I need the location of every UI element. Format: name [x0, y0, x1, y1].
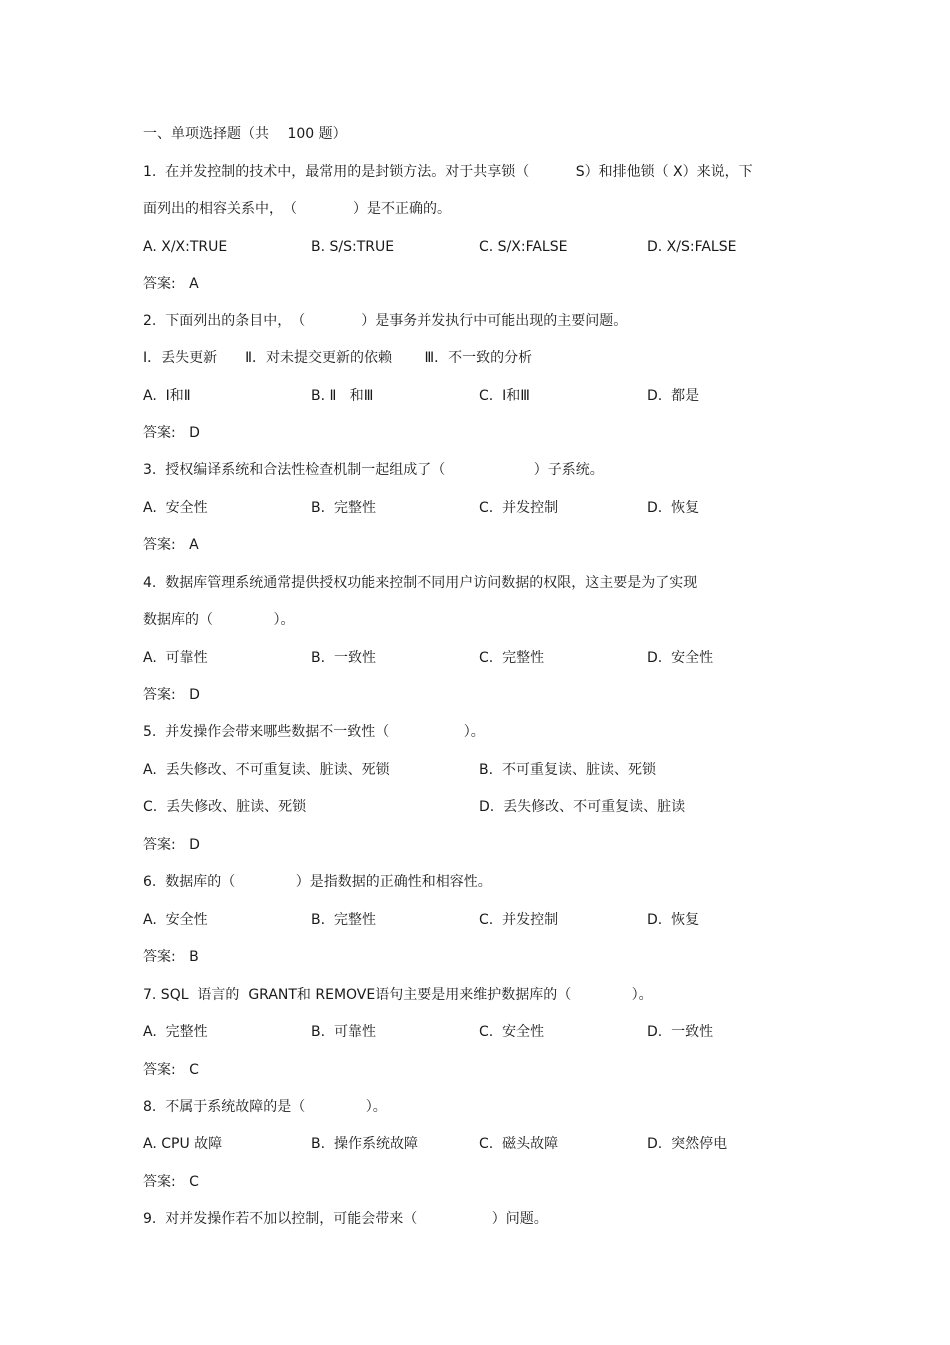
- question-8-option-b: B. 操作系统故障: [311, 1136, 418, 1152]
- question-7-option-d: D. 一致性: [647, 1024, 714, 1040]
- question-5-option-c: C. 丢失修改、脏读、死锁: [143, 799, 307, 815]
- question-5-option-d: D. 丢失修改、不可重复读、脏读: [479, 799, 686, 815]
- question-7-option-a: A. 完整性: [143, 1024, 208, 1040]
- question-6-text: 6. 数据库的（ ）是指数据的正确性和相容性。: [143, 874, 492, 890]
- question-4-option-a: A. 可靠性: [143, 650, 208, 666]
- question-5-option-a: A. 丢失修改、不可重复读、脏读、死锁: [143, 762, 390, 778]
- question-3-answer: 答案: A: [143, 537, 199, 553]
- question-6-option-b: B. 完整性: [311, 912, 376, 928]
- question-6-option-c: C. 并发控制: [479, 912, 559, 928]
- question-4-option-c: C. 完整性: [479, 650, 545, 666]
- question-7-answer: 答案: C: [143, 1062, 199, 1078]
- question-1-option-a: A. X/X:TRUE: [143, 239, 228, 255]
- question-1-text-cont: 面列出的相容关系中， （ ）是不正确的。: [143, 201, 451, 217]
- question-9-text: 9. 对并发操作若不加以控制，可能会带来（ ）问题。: [143, 1211, 548, 1227]
- question-2-items: Ⅰ．丢失更新 Ⅱ．对未提交更新的依赖 Ⅲ．不一致的分析: [143, 350, 533, 366]
- question-5-text: 5. 并发操作会带来哪些数据不一致性（ ）。: [143, 724, 485, 740]
- question-1-option-d: D. X/S:FALSE: [647, 239, 737, 255]
- question-4-text: 4. 数据库管理系统通常提供授权功能来控制不同用户访问数据的权限，这主要是为了实现: [143, 575, 698, 591]
- question-7-text: 7. SQL 语言的 GRANT和 REMOVE语句主要是用来维护数据库的（ ）。: [143, 987, 653, 1003]
- question-5-option-b: B. 不可重复读、脏读、死锁: [479, 762, 656, 778]
- question-3-option-b: B. 完整性: [311, 500, 376, 516]
- question-7-option-c: C. 安全性: [479, 1024, 545, 1040]
- question-6-answer: 答案: B: [143, 949, 199, 965]
- section-title: 一、单项选择题（共 100 题）: [143, 126, 347, 142]
- question-2-option-b: B. Ⅱ 和Ⅲ: [311, 388, 374, 404]
- question-2-option-a: A. Ⅰ和Ⅱ: [143, 388, 191, 404]
- question-5-answer: 答案: D: [143, 837, 200, 853]
- question-4-text-cont: 数据库的（ ）。: [143, 612, 295, 628]
- question-6-option-d: D. 恢复: [647, 912, 700, 928]
- question-8-option-d: D. 突然停电: [647, 1136, 728, 1152]
- question-7-option-b: B. 可靠性: [311, 1024, 376, 1040]
- question-4-option-d: D. 安全性: [647, 650, 714, 666]
- question-4-answer: 答案: D: [143, 687, 200, 703]
- question-8-answer: 答案: C: [143, 1174, 199, 1190]
- question-2-option-d: D. 都是: [647, 388, 700, 404]
- question-3-option-c: C. 并发控制: [479, 500, 559, 516]
- question-1-option-c: C. S/X:FALSE: [479, 239, 568, 255]
- question-8-text: 8. 不属于系统故障的是（ ）。: [143, 1099, 387, 1115]
- question-4-option-b: B. 一致性: [311, 650, 376, 666]
- question-6-option-a: A. 安全性: [143, 912, 208, 928]
- question-1-answer: 答案: A: [143, 276, 199, 292]
- question-1-text: 1. 在并发控制的技术中，最常用的是封锁方法。对于共享锁（ S）和排他锁（ X）来说，下: [143, 164, 753, 180]
- question-1-option-b: B. S/S:TRUE: [311, 239, 395, 255]
- question-3-option-d: D. 恢复: [647, 500, 700, 516]
- question-2-answer: 答案: D: [143, 425, 200, 441]
- question-3-text: 3. 授权编译系统和合法性检查机制一起组成了（ ）子系统。: [143, 462, 604, 478]
- question-2-option-c: C. Ⅰ和Ⅲ: [479, 388, 530, 404]
- question-8-option-c: C. 磁头故障: [479, 1136, 559, 1152]
- question-2-text: 2. 下面列出的条目中， （ ）是事务并发执行中可能出现的主要问题。: [143, 313, 628, 329]
- question-3-option-a: A. 安全性: [143, 500, 208, 516]
- question-8-option-a: A. CPU 故障: [143, 1136, 223, 1152]
